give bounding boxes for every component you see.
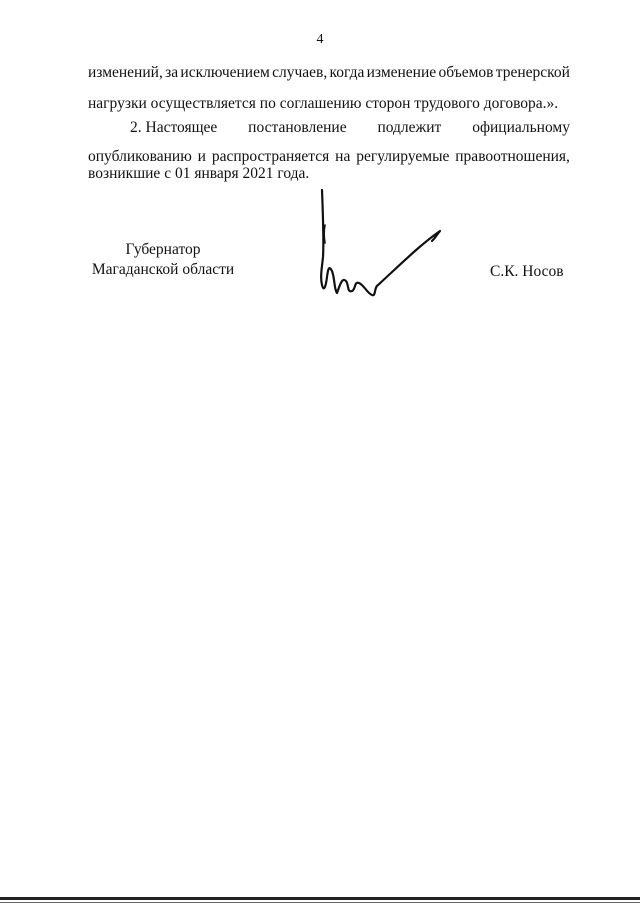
word: постановление bbox=[248, 119, 347, 136]
word: подлежит bbox=[377, 119, 442, 136]
word: правоотношения, bbox=[455, 148, 570, 165]
handwritten-signature-icon bbox=[312, 185, 447, 310]
paragraph-1-line-2: нагрузки осуществляется по соглашению сторон трудового договора.». bbox=[88, 95, 559, 112]
signatory-region: Магаданской области bbox=[91, 261, 235, 278]
word: официальному bbox=[472, 119, 570, 136]
page-number: 4 bbox=[316, 32, 324, 47]
page-bottom-border bbox=[0, 897, 640, 900]
word: исключением bbox=[180, 64, 270, 81]
paragraph-1-line-1 bbox=[88, 63, 570, 83]
word: 2. Настоящее bbox=[130, 119, 218, 136]
paragraph-2-line-1 bbox=[88, 118, 570, 138]
word: регулируемые bbox=[356, 148, 450, 165]
word: опубликованию bbox=[88, 148, 192, 165]
word: когда bbox=[329, 64, 365, 81]
word: случаев, bbox=[272, 64, 328, 81]
word: изменение bbox=[366, 64, 437, 81]
page-bottom-border-thin bbox=[0, 902, 640, 903]
word: за bbox=[165, 64, 179, 81]
paragraph-2-line-3: возникшие с 01 января 2021 года. bbox=[88, 165, 310, 182]
word: и bbox=[197, 148, 206, 165]
word: тренерской bbox=[495, 64, 570, 81]
word: распространяется bbox=[211, 148, 330, 165]
word: изменений, bbox=[88, 64, 163, 81]
word: объемов bbox=[438, 64, 494, 81]
word: на bbox=[335, 148, 351, 165]
signatory-position: Губернатор bbox=[125, 241, 201, 258]
signer-name: С.К. Носов bbox=[490, 263, 564, 280]
